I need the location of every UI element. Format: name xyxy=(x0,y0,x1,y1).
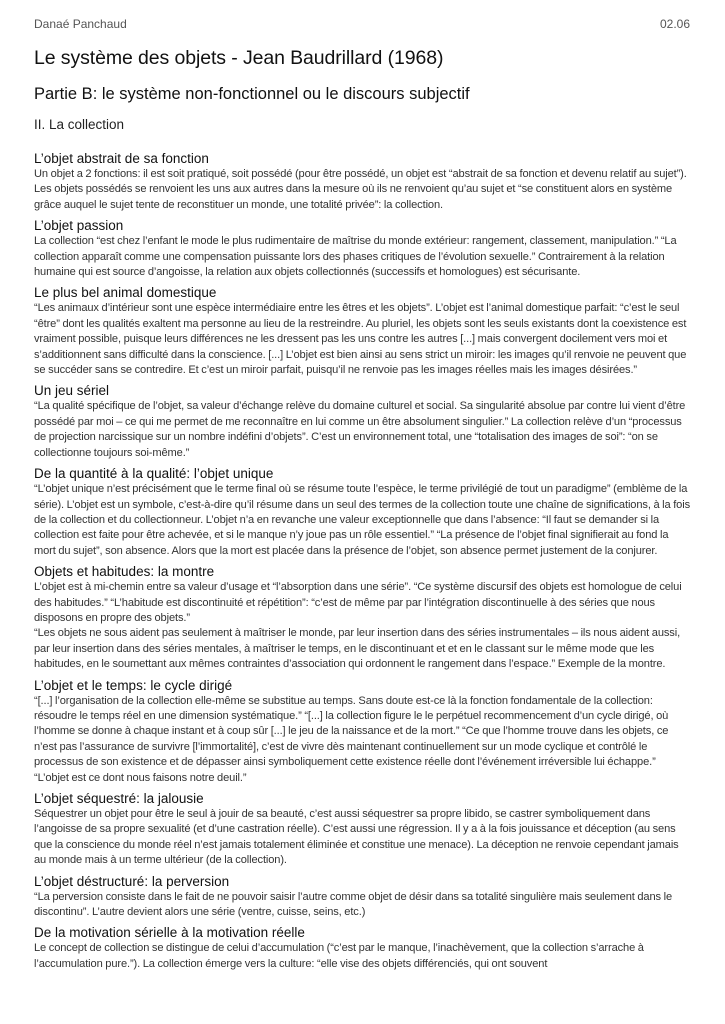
section-heading: L’objet et le temps: le cycle dirigé xyxy=(34,677,233,693)
section-heading: Le plus bel animal domestique xyxy=(34,285,217,301)
section-heading: L’objet passion xyxy=(34,218,124,234)
author-name: Danaé Panchaud xyxy=(34,17,127,31)
section-paragraph: L’objet est à mi-chemin entre sa valeur d’usage et “l’absorption dans une série”. “Ce système discursif des objets est homologue de celui des habitudes.” “L’habitude est discontinuité et répétition”: “c’est de même par par l’intégration discontinuelle à des séries que nous disposons en propre des objets.” xyxy=(34,581,682,624)
page-header xyxy=(34,17,690,31)
section-heading: L’objet séquestré: la jalousie xyxy=(34,791,204,806)
section-heading: Objets et habitudes: la montre xyxy=(34,564,215,580)
section-paragraph: “La perversion consiste dans le fait de ne pouvoir saisir l’autre comme objet de désir dans sa totalité singulière mais seulement dans le discontinu”. L’autre devient alors une série (ventre, cuisse, seins, etc.) xyxy=(34,890,673,919)
section-paragraph: “Les animaux d’intérieur sont une espèce intermédiaire entre les êtres et les objets”. L’objet est l’animal domestique parfait: “c’est le seul “être” dont les qualités exaltent ma personne au lieu de la restreindre. Au pluriel, les objets sont les seuls existants dont la coexistence est vraiment possible, puisque leurs différences ne les dressent pas les uns contre les autres [...] mais convergent docilement vers moi et s’additionnent sans difficulté dans la conscience. [...] L’objet est bien ainsi au sens strict un miroir: les images qu’il renvoie ne peuvent que se succéder sans se contredire. Et c’est un miroir parfait, puisqu’il ne renvoie pas les images réelles mais les images désirées.” xyxy=(34,302,687,377)
section-paragraph: La collection “est chez l’enfant le mode le plus rudimentaire de maîtrise du monde extérieur: rangement, classement, manipulation.” “La collection apparaît comme une compensation puissante lors des phases critiques de l’évolution sexuelle.” Contrairement à la relation humaine qui est source d’angoisse, la relation aux objets collectionnés (successifs et homologues) est sécurisante. xyxy=(34,235,677,279)
section-heading: L’objet déstructuré: la perversion xyxy=(34,873,230,889)
section-heading: L’objet abstrait de sa fonction xyxy=(34,151,209,166)
section xyxy=(34,217,692,280)
page-date: 02.06 xyxy=(659,17,690,31)
section xyxy=(34,465,692,559)
section-paragraph: “L’objet unique n’est précisément que le terme final où se résume toute l’espèce, le terme privilégié de tout un paradigme” (emblème de la série). L’objet est un symbole, c’est-à-dire qu’il résume dans un seul des termes de la collection toute une chaîne de significations, à la fois de la collection et du collectionneur. L’objet n’a en revanche une valeur exceptionnelle que dans l’absence: “Il faut se demander si la collection est faite pour être achevée, et si le manque n’y joue pas un rôle essentiel.” “La présence de l’objet final signifierait au fond la mort du sujet”, son absence. Alors que la mort est placée dans la présence de l’objet, son absence permet justement de la conjurer. xyxy=(34,483,690,557)
section-paragraph: Un objet a 2 fonctions: il est soit pratiqué, soit possédé (pour être possédé, un objet est “abstrait de sa fonction et devenu relatif au sujet”). Les objets possédés se renvoient les uns aux autres dans la mesure où ils ne renvoient qu’au sujet et “se constituent alors en système grâce auquel le sujet tente de reconstituer un monde, une totalité privée”: la collection. xyxy=(34,168,687,211)
document-subtitle: Partie B: le système non-fonctionnel ou le discours subjectif xyxy=(34,85,470,103)
section-paragraph: “La qualité spécifique de l’objet, sa valeur d’échange relève du domaine culturel et social. Sa singularité absolue par contre lui vient d’être possédé par moi – ce qui me permet de me reconnaître en lui comme un être absolument singulier.” La collection relève d’un “processus de projection narcissique sur un nombre indéfini d’objets”. C’est un environnement total, une “totalisation des images de soi”: “on se collectionne toujours soi-même.” xyxy=(34,400,686,459)
section xyxy=(34,873,692,921)
section-paragraph: “Les objets ne sous aident pas seulement à maîtriser le monde, par leur insertion dans des séries instrumentales – ils nous aident aussi, par leur insertion dans des séries mentales, à maîtriser le temps, en le discontinuant et et en le classant sur le même mode que les habitudes, en le soumettant aux mêmes contraintes d’association qui ordonnent le rangement dans l’espace.” Exemple de la montre. xyxy=(34,627,681,671)
section-paragraph: “[...] l’organisation de la collection elle-même se substitue au temps. Sans doute est-ce là la fonction fondamentale de la collection: résoudre le temps réel en une dimension systématique.” “[...] la collection figure le le perpétuel recommencement d’un cycle dirigé, où l’homme se donne à chaque instant et à coup sûr [...] le jeu de la naissance et de la mort.” “Ce que l’homme trouve dans les objets, ce n’est pas l’assurance de survivre [l’immortalité], c’est de vivre dès maintenant continuellement sur un mode cyclique et contrôlé le processus de son existence et de dépasser ainsi symboliquement cette existence réelle dont l’événement irréversible lui échappe.” “L’objet est ce dont nous faisons notre deuil.” xyxy=(34,694,669,784)
section-paragraph: Le concept de collection se distingue de celui d’accumulation (“c’est par le manque, l’inachèvement, que la collection s’arrache à l’accumulation pure.”). La collection émerge vers la culture: “elle vise des objets différenciés, qui ont souvent xyxy=(34,942,644,970)
section-heading: De la quantité à la qualité: l’objet unique xyxy=(34,466,274,482)
document-page xyxy=(34,0,692,1024)
chapter-heading: II. La collection xyxy=(34,117,125,132)
section xyxy=(34,382,692,461)
document-title: Le système des objets - Jean Baudrillard (1968) xyxy=(34,47,444,69)
section-heading: De la motivation sérielle à la motivation réelle xyxy=(34,925,305,941)
section xyxy=(34,924,692,972)
section-heading: Un jeu sériel xyxy=(34,383,110,399)
section xyxy=(34,284,692,378)
sections-container xyxy=(34,150,692,976)
section xyxy=(34,677,692,786)
section-paragraph: Séquestrer un objet pour être le seul à jouir de sa beauté, c’est aussi séquestrer sa propre libido, se castrer symboliquement dans l’angoisse de sa propre sexualité (et d’une castration réelle). C’est aussi une régression. Il y a à la fois jouissance et déception (au sens que la conscience du monde réel n’est jamais totalement éliminée et constitue une menace). La déception ne renvoie cependant jamais au monde mais à un terme ultérieur (de la collection). xyxy=(34,808,679,867)
section xyxy=(34,563,692,672)
section xyxy=(34,150,692,213)
section xyxy=(34,790,692,869)
